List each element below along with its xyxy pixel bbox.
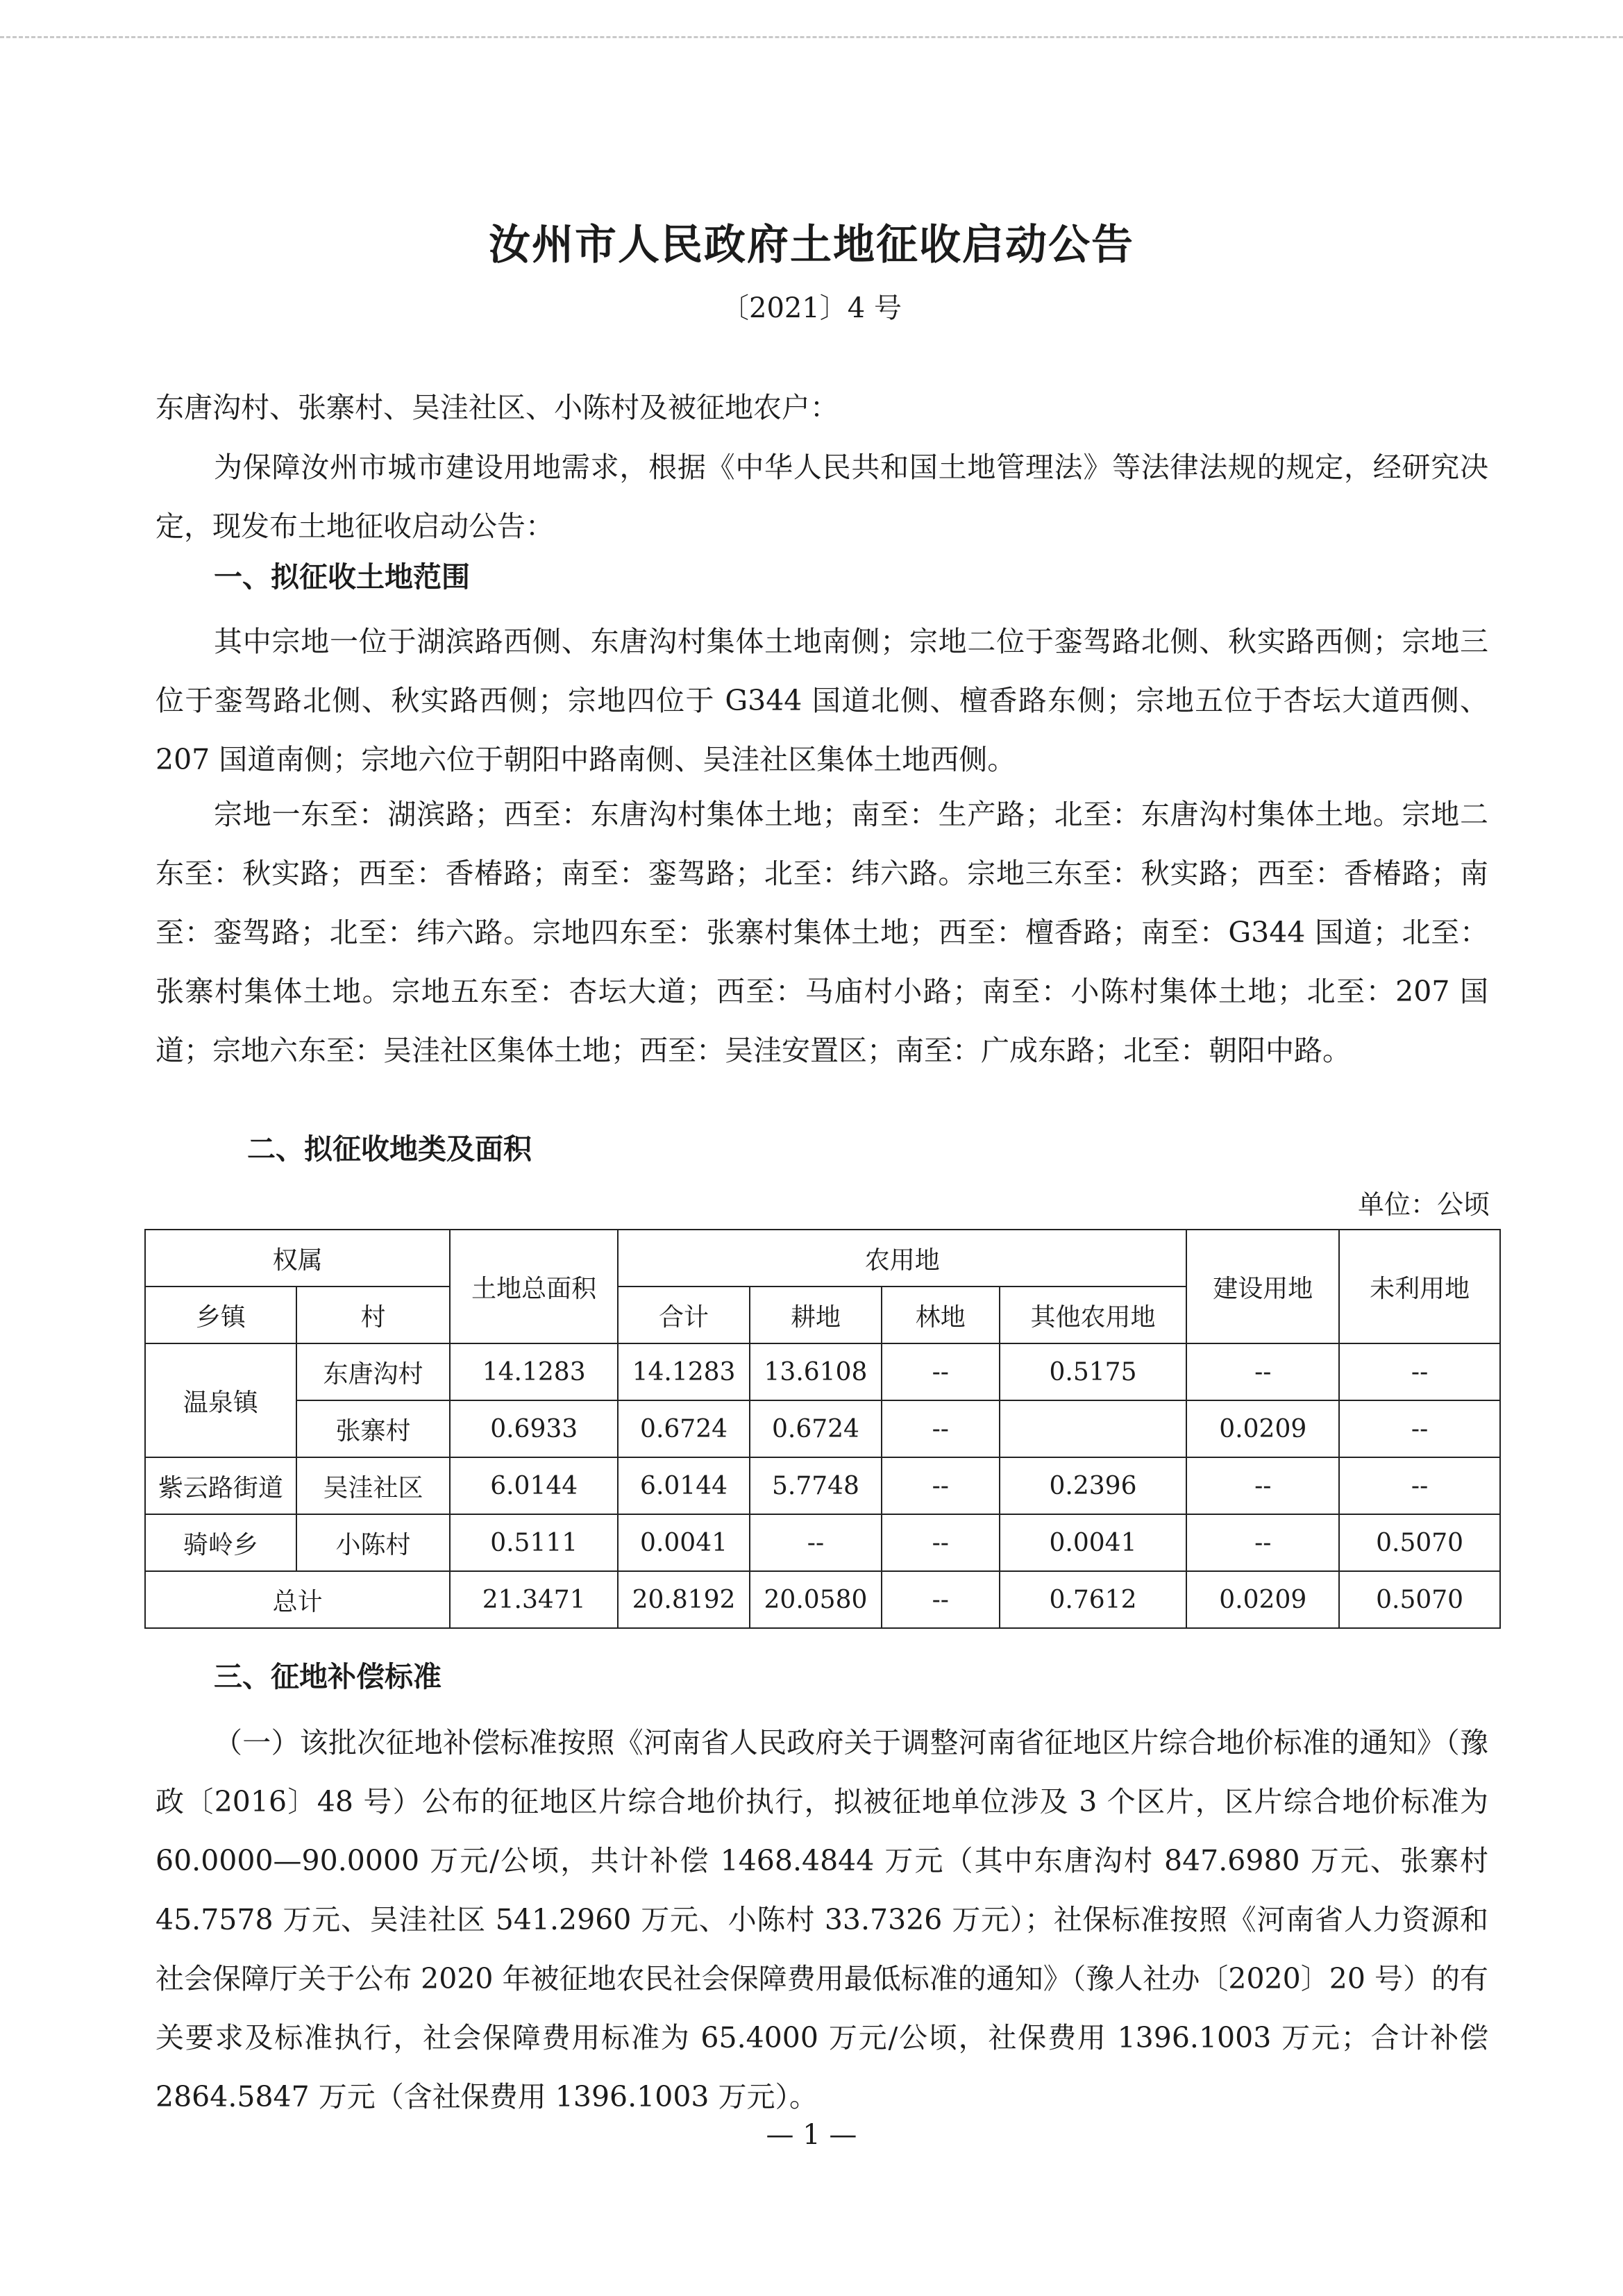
village-cell: 张寨村 <box>296 1400 451 1457</box>
arable-cell: 0.6724 <box>750 1400 882 1457</box>
subtotal-cell: 0.6724 <box>618 1400 750 1457</box>
header-construction: 建设用地 <box>1186 1230 1339 1343</box>
forest-cell: -- <box>882 1343 1000 1400</box>
header-township: 乡镇 <box>145 1287 296 1343</box>
unused-cell: -- <box>1339 1457 1500 1514</box>
village-cell: 东唐沟村 <box>296 1343 451 1400</box>
town-cell: 紫云路街道 <box>145 1457 296 1514</box>
construction-cell: 0.0209 <box>1186 1400 1339 1457</box>
section2-heading: 二、拟征收地类及面积 <box>247 1132 532 1166</box>
total-cell: 0.5111 <box>450 1514 618 1571</box>
section3-heading: 三、征地补偿标准 <box>214 1660 442 1693</box>
header-other-farm: 其他农用地 <box>1000 1287 1187 1343</box>
arable-cell: 5.7748 <box>750 1457 882 1514</box>
unused-cell: -- <box>1339 1400 1500 1457</box>
table-row <box>145 1514 1500 1571</box>
forest-cell: -- <box>882 1514 1000 1571</box>
unused-cell: 0.5070 <box>1339 1514 1500 1571</box>
header-subtotal: 合计 <box>618 1287 750 1343</box>
other-cell <box>1000 1400 1187 1457</box>
document-title: 汝州市人民政府土地征收启动公告 <box>489 221 1134 269</box>
intro-paragraph: 为保障汝州市城市建设用地需求，根据《中华人民共和国土地管理法》等法律法规的规定，经研究决定，现发布土地征收启动公告： <box>155 451 1488 543</box>
total-cell: 0.6933 <box>450 1400 618 1457</box>
arable-cell: 13.6108 <box>750 1343 882 1400</box>
table-row <box>145 1400 1500 1457</box>
total-label: 总计 <box>145 1571 450 1628</box>
other-cell: 0.5175 <box>1000 1343 1187 1400</box>
town-cell: 温泉镇 <box>145 1343 296 1457</box>
total-cell: 6.0144 <box>450 1457 618 1514</box>
construction-cell: -- <box>1186 1343 1339 1400</box>
construction-cell: 0.0209 <box>1186 1571 1339 1628</box>
subtotal-cell: 0.0041 <box>618 1514 750 1571</box>
village-cell: 吴洼社区 <box>296 1457 451 1514</box>
village-cell: 小陈村 <box>296 1514 451 1571</box>
header-unused: 未利用地 <box>1339 1230 1500 1343</box>
forest-cell: -- <box>882 1571 1000 1628</box>
arable-cell: 20.0580 <box>750 1571 882 1628</box>
section1-heading: 一、拟征收土地范围 <box>214 560 470 594</box>
town-cell: 骑岭乡 <box>145 1514 296 1571</box>
land-area-table <box>144 1229 1501 1629</box>
construction-cell: -- <box>1186 1457 1339 1514</box>
construction-cell: -- <box>1186 1514 1339 1571</box>
total-cell: 21.3471 <box>450 1571 618 1628</box>
other-cell: 0.7612 <box>1000 1571 1187 1628</box>
table-row <box>145 1343 1500 1400</box>
table-total-row <box>145 1571 1500 1628</box>
unused-cell: -- <box>1339 1343 1500 1400</box>
section1-paragraph-1: 其中宗地一位于湖滨路西侧、东唐沟村集体土地南侧；宗地二位于銮驾路北侧、秋实路西侧；宗地三位于銮驾路北侧、秋实路西侧；宗地四位于 G344 国道北侧、檀香路东侧；宗地五位于杏坛大道西侧、207 国道南侧；宗地六位于朝阳中路南侧、吴洼社区集体土地西侧。 <box>155 625 1488 776</box>
table-row <box>145 1457 1500 1514</box>
table-header-row-1 <box>145 1230 1500 1287</box>
section1-paragraph-2: 宗地一东至：湖滨路；西至：东唐沟村集体土地；南至：生产路；北至：东唐沟村集体土地。宗地二东至：秋实路；西至：香椿路；南至：銮驾路；北至：纬六路。宗地三东至：秋实路；西至：香椿路；南至：銮驾路；北至：纬六路。宗地四东至：张寨村集体土地；西至：檀香路；南至：G344 国道；北至：张寨村集体土地。宗地五东至：杏坛大道；西至：马庙村小路；南至：小陈村集体土地；北至：207 国道；宗地六东至：吴洼社区集体土地；西至：吴洼安置区；南至：广成东路；北至：朝阳中路。 <box>155 798 1488 1067</box>
total-cell: 14.1283 <box>450 1343 618 1400</box>
subtotal-cell: 20.8192 <box>618 1571 750 1628</box>
forest-cell: -- <box>882 1457 1000 1514</box>
other-cell: 0.0041 <box>1000 1514 1187 1571</box>
header-forest: 林地 <box>882 1287 1000 1343</box>
subtotal-cell: 14.1283 <box>618 1343 750 1400</box>
section3-paragraph-1: （一）该批次征地补偿标准按照《河南省人民政府关于调整河南省征地区片综合地价标准的通知》（豫政〔2016〕48 号）公布的征地区片综合地价执行，拟被征地单位涉及 3 个区片，区片综合地价标准为 60.0000—90.0000 万元/公顷，共计补偿 1468.4844 万元（其中东唐沟村 847.6980 万元、张寨村 45.7578 万元、吴洼社区 541.2960 万元、小陈村 33.7326 万元）；社保标准按照《河南省人力资源和社会保障厅关于公布 2020 年被征地农民社会保障费用最低标准的通知》（豫人社办〔2020〕20 号）的有关要求及标准执行，社会保障费用标准为 65.4000 万元/公顷，社保费用 1396.1003 万元；合计补偿 2864.5847 万元（含社保费用 1396.1003 万元）。 <box>155 1726 1488 2113</box>
subtotal-cell: 6.0144 <box>618 1457 750 1514</box>
table-unit-label: 单位：公顷 <box>1357 1189 1490 1220</box>
header-farmland: 农用地 <box>618 1230 1186 1287</box>
other-cell: 0.2396 <box>1000 1457 1187 1514</box>
scan-edge-line <box>0 36 1623 38</box>
header-village: 村 <box>296 1287 451 1343</box>
arable-cell: -- <box>750 1514 882 1571</box>
page-number: — 1 — <box>766 2119 857 2151</box>
forest-cell: -- <box>882 1400 1000 1457</box>
header-ownership: 权属 <box>145 1230 450 1287</box>
header-arable: 耕地 <box>750 1287 882 1343</box>
unused-cell: 0.5070 <box>1339 1571 1500 1628</box>
recipients-line: 东唐沟村、张寨村、吴洼社区、小陈村及被征地农户： <box>155 391 839 424</box>
document-number: 〔2021〕4 号 <box>721 292 902 324</box>
header-total-area: 土地总面积 <box>450 1230 618 1343</box>
